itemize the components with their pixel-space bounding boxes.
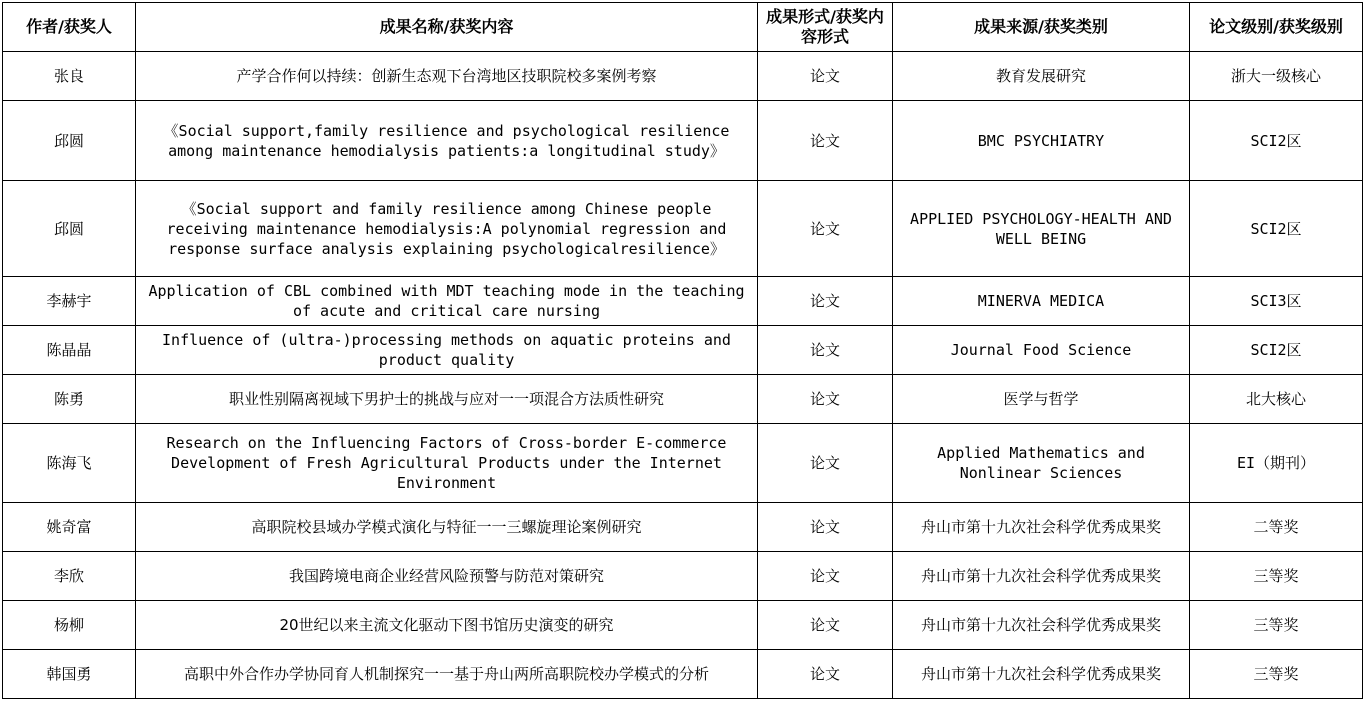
table-row <box>3 52 1363 101</box>
source-cell: Journal Food Science <box>893 326 1190 375</box>
header-level: 论文级别/获奖级别 <box>1190 3 1363 52</box>
title-cell: 高职中外合作办学协同育人机制探究一一基于舟山两所高职院校办学模式的分析 <box>136 650 758 699</box>
level-cell: EI（期刊） <box>1190 424 1363 503</box>
level-cell: SCI2区 <box>1190 326 1363 375</box>
title-cell: 职业性别隔离视域下男护士的挑战与应对一一项混合方法质性研究 <box>136 375 758 424</box>
title-cell: 产学合作何以持续：创新生态观下台湾地区技职院校多案例考察 <box>136 52 758 101</box>
source-cell: 教育发展研究 <box>893 52 1190 101</box>
author-cell: 张良 <box>3 52 136 101</box>
table-row <box>3 375 1363 424</box>
form-cell: 论文 <box>758 650 893 699</box>
title-cell: Application of CBL combined with MDT teaching mode in the teaching of acute and critical care nursing <box>136 277 758 326</box>
source-cell: MINERVA MEDICA <box>893 277 1190 326</box>
header-form: 成果形式/获奖内容形式 <box>758 3 893 52</box>
form-cell: 论文 <box>758 52 893 101</box>
title-cell: 我国跨境电商企业经营风险预警与防范对策研究 <box>136 552 758 601</box>
source-cell: 舟山市第十九次社会科学优秀成果奖 <box>893 503 1190 552</box>
table-row <box>3 503 1363 552</box>
results-table <box>2 2 1363 699</box>
form-cell: 论文 <box>758 277 893 326</box>
table-row <box>3 424 1363 503</box>
table-row <box>3 601 1363 650</box>
title-cell: Research on the Influencing Factors of Cross-border E-commerce Development of Fresh Agricultural Products under the Internet Environment <box>136 424 758 503</box>
source-cell: 舟山市第十九次社会科学优秀成果奖 <box>893 552 1190 601</box>
form-cell: 论文 <box>758 101 893 181</box>
level-cell: 二等奖 <box>1190 503 1363 552</box>
source-cell: 舟山市第十九次社会科学优秀成果奖 <box>893 601 1190 650</box>
source-cell: 医学与哲学 <box>893 375 1190 424</box>
form-cell: 论文 <box>758 326 893 375</box>
author-cell: 陈晶晶 <box>3 326 136 375</box>
form-cell: 论文 <box>758 601 893 650</box>
title-cell: Influence of (ultra-)processing methods on aquatic proteins and product quality <box>136 326 758 375</box>
table-row <box>3 326 1363 375</box>
source-cell: APPLIED PSYCHOLOGY-HEALTH AND WELL BEING <box>893 181 1190 277</box>
level-cell: SCI3区 <box>1190 277 1363 326</box>
title-cell: 20世纪以来主流文化驱动下图书馆历史演变的研究 <box>136 601 758 650</box>
table-row <box>3 101 1363 181</box>
level-cell: SCI2区 <box>1190 181 1363 277</box>
level-cell: 三等奖 <box>1190 650 1363 699</box>
table-row <box>3 277 1363 326</box>
level-cell: SCI2区 <box>1190 101 1363 181</box>
author-cell: 陈海飞 <box>3 424 136 503</box>
form-cell: 论文 <box>758 503 893 552</box>
form-cell: 论文 <box>758 181 893 277</box>
source-cell: Applied Mathematics and Nonlinear Sciences <box>893 424 1190 503</box>
level-cell: 三等奖 <box>1190 601 1363 650</box>
level-cell: 三等奖 <box>1190 552 1363 601</box>
author-cell: 韩国勇 <box>3 650 136 699</box>
form-cell: 论文 <box>758 552 893 601</box>
author-cell: 邱圆 <box>3 181 136 277</box>
author-cell: 杨柳 <box>3 601 136 650</box>
table-row <box>3 181 1363 277</box>
author-cell: 李赫宇 <box>3 277 136 326</box>
header-author: 作者/获奖人 <box>3 3 136 52</box>
title-cell: 高职院校县域办学模式演化与特征一一三螺旋理论案例研究 <box>136 503 758 552</box>
author-cell: 李欣 <box>3 552 136 601</box>
form-cell: 论文 <box>758 424 893 503</box>
author-cell: 陈勇 <box>3 375 136 424</box>
level-cell: 北大核心 <box>1190 375 1363 424</box>
table-row <box>3 650 1363 699</box>
header-title: 成果名称/获奖内容 <box>136 3 758 52</box>
level-cell: 浙大一级核心 <box>1190 52 1363 101</box>
source-cell: BMC PSYCHIATRY <box>893 101 1190 181</box>
title-cell: 《Social support and family resilience among Chinese people receiving maintenance hemodialysis:A polynomial regression and response surface analysis explaining psychologicalresilience》 <box>136 181 758 277</box>
author-cell: 邱圆 <box>3 101 136 181</box>
header-row <box>3 3 1363 52</box>
form-cell: 论文 <box>758 375 893 424</box>
author-cell: 姚奇富 <box>3 503 136 552</box>
table-row <box>3 552 1363 601</box>
header-source: 成果来源/获奖类别 <box>893 3 1190 52</box>
source-cell: 舟山市第十九次社会科学优秀成果奖 <box>893 650 1190 699</box>
title-cell: 《Social support,family resilience and psychological resilience among maintenance hemodialysis patients:a longitudinal study》 <box>136 101 758 181</box>
